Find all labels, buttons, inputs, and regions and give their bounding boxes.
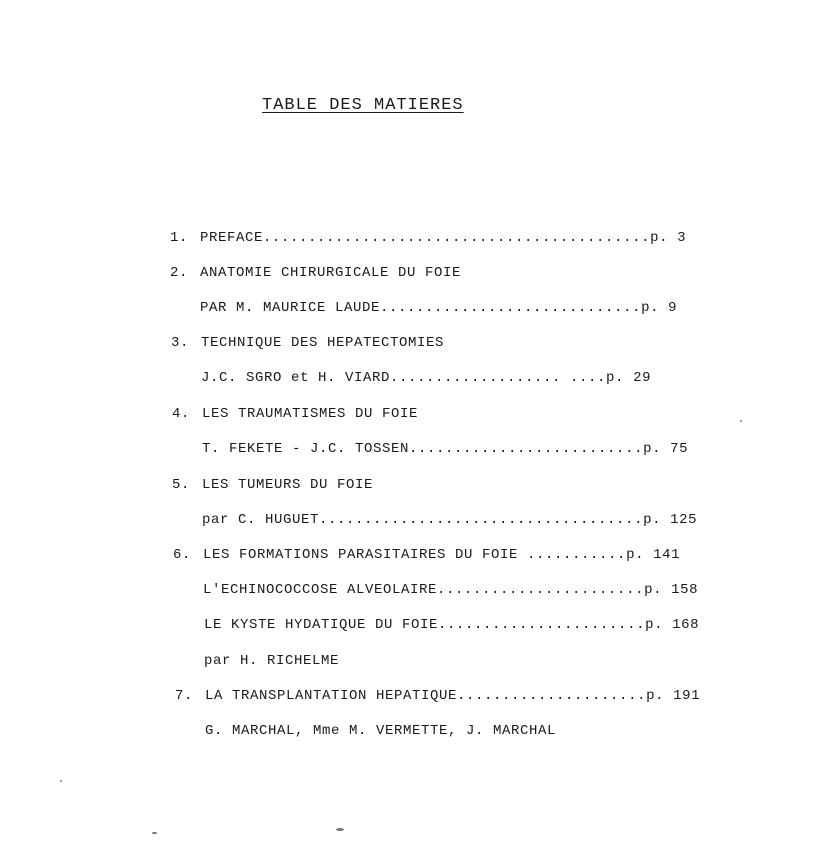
scan-speck (740, 420, 742, 422)
toc-number: 2. (170, 265, 189, 281)
toc-text: par H. RICHELME (204, 653, 340, 669)
toc-text: PAR M. MAURICE LAUDE.............................p. 9 (200, 300, 678, 316)
toc-line (174, 653, 339, 669)
toc-text: L'ECHINOCOCCOSE ALVEOLAIRE.......................p. 158 (203, 582, 699, 598)
toc-line (173, 582, 698, 598)
toc-text: TECHNIQUE DES HEPATECTOMIES (201, 335, 445, 351)
toc-text: J.C. SGRO et H. VIARD................... ....p. 29 (201, 370, 652, 386)
toc-text: LES TUMEURS DU FOIE (202, 477, 374, 493)
scan-speck (336, 828, 344, 831)
toc-line (172, 406, 418, 422)
toc-line (170, 300, 677, 316)
toc-number: 4. (172, 406, 191, 422)
toc-line (171, 370, 651, 386)
toc-line (170, 230, 686, 246)
toc-text: LE KYSTE HYDATIQUE DU FOIE.......................p. 168 (204, 617, 700, 633)
toc-text: T. FEKETE - J.C. TOSSEN..........................p. 75 (202, 441, 689, 457)
toc-number: 1. (170, 230, 189, 246)
toc-text: LES FORMATIONS PARASITAIRES DU FOIE ...........p. 141 (203, 547, 681, 563)
toc-text: par C. HUGUET....................................p. 125 (202, 512, 698, 528)
toc-line (174, 617, 699, 633)
scan-speck (60, 780, 62, 782)
toc-line (172, 477, 373, 493)
toc-number: 5. (172, 477, 191, 493)
toc-text: PREFACE...........................................p. 3 (200, 230, 687, 246)
toc-line (170, 265, 461, 281)
toc-line (172, 512, 697, 528)
toc-line (175, 723, 556, 739)
toc-line (172, 441, 688, 457)
page-title: TABLE DES MATIERES (262, 96, 464, 115)
toc-line (173, 547, 680, 563)
scan-speck (152, 832, 157, 834)
toc-line (175, 688, 700, 704)
toc-number: 3. (171, 335, 190, 351)
toc-number: 7. (175, 688, 194, 704)
toc-number: 6. (173, 547, 192, 563)
toc-line (171, 335, 444, 351)
toc-text: LA TRANSPLANTATION HEPATIQUE.....................p. 191 (205, 688, 701, 704)
toc-text: G. MARCHAL, Mme M. VERMETTE, J. MARCHAL (205, 723, 557, 739)
toc-text: LES TRAUMATISMES DU FOIE (202, 406, 419, 422)
toc-text: ANATOMIE CHIRURGICALE DU FOIE (200, 265, 462, 281)
